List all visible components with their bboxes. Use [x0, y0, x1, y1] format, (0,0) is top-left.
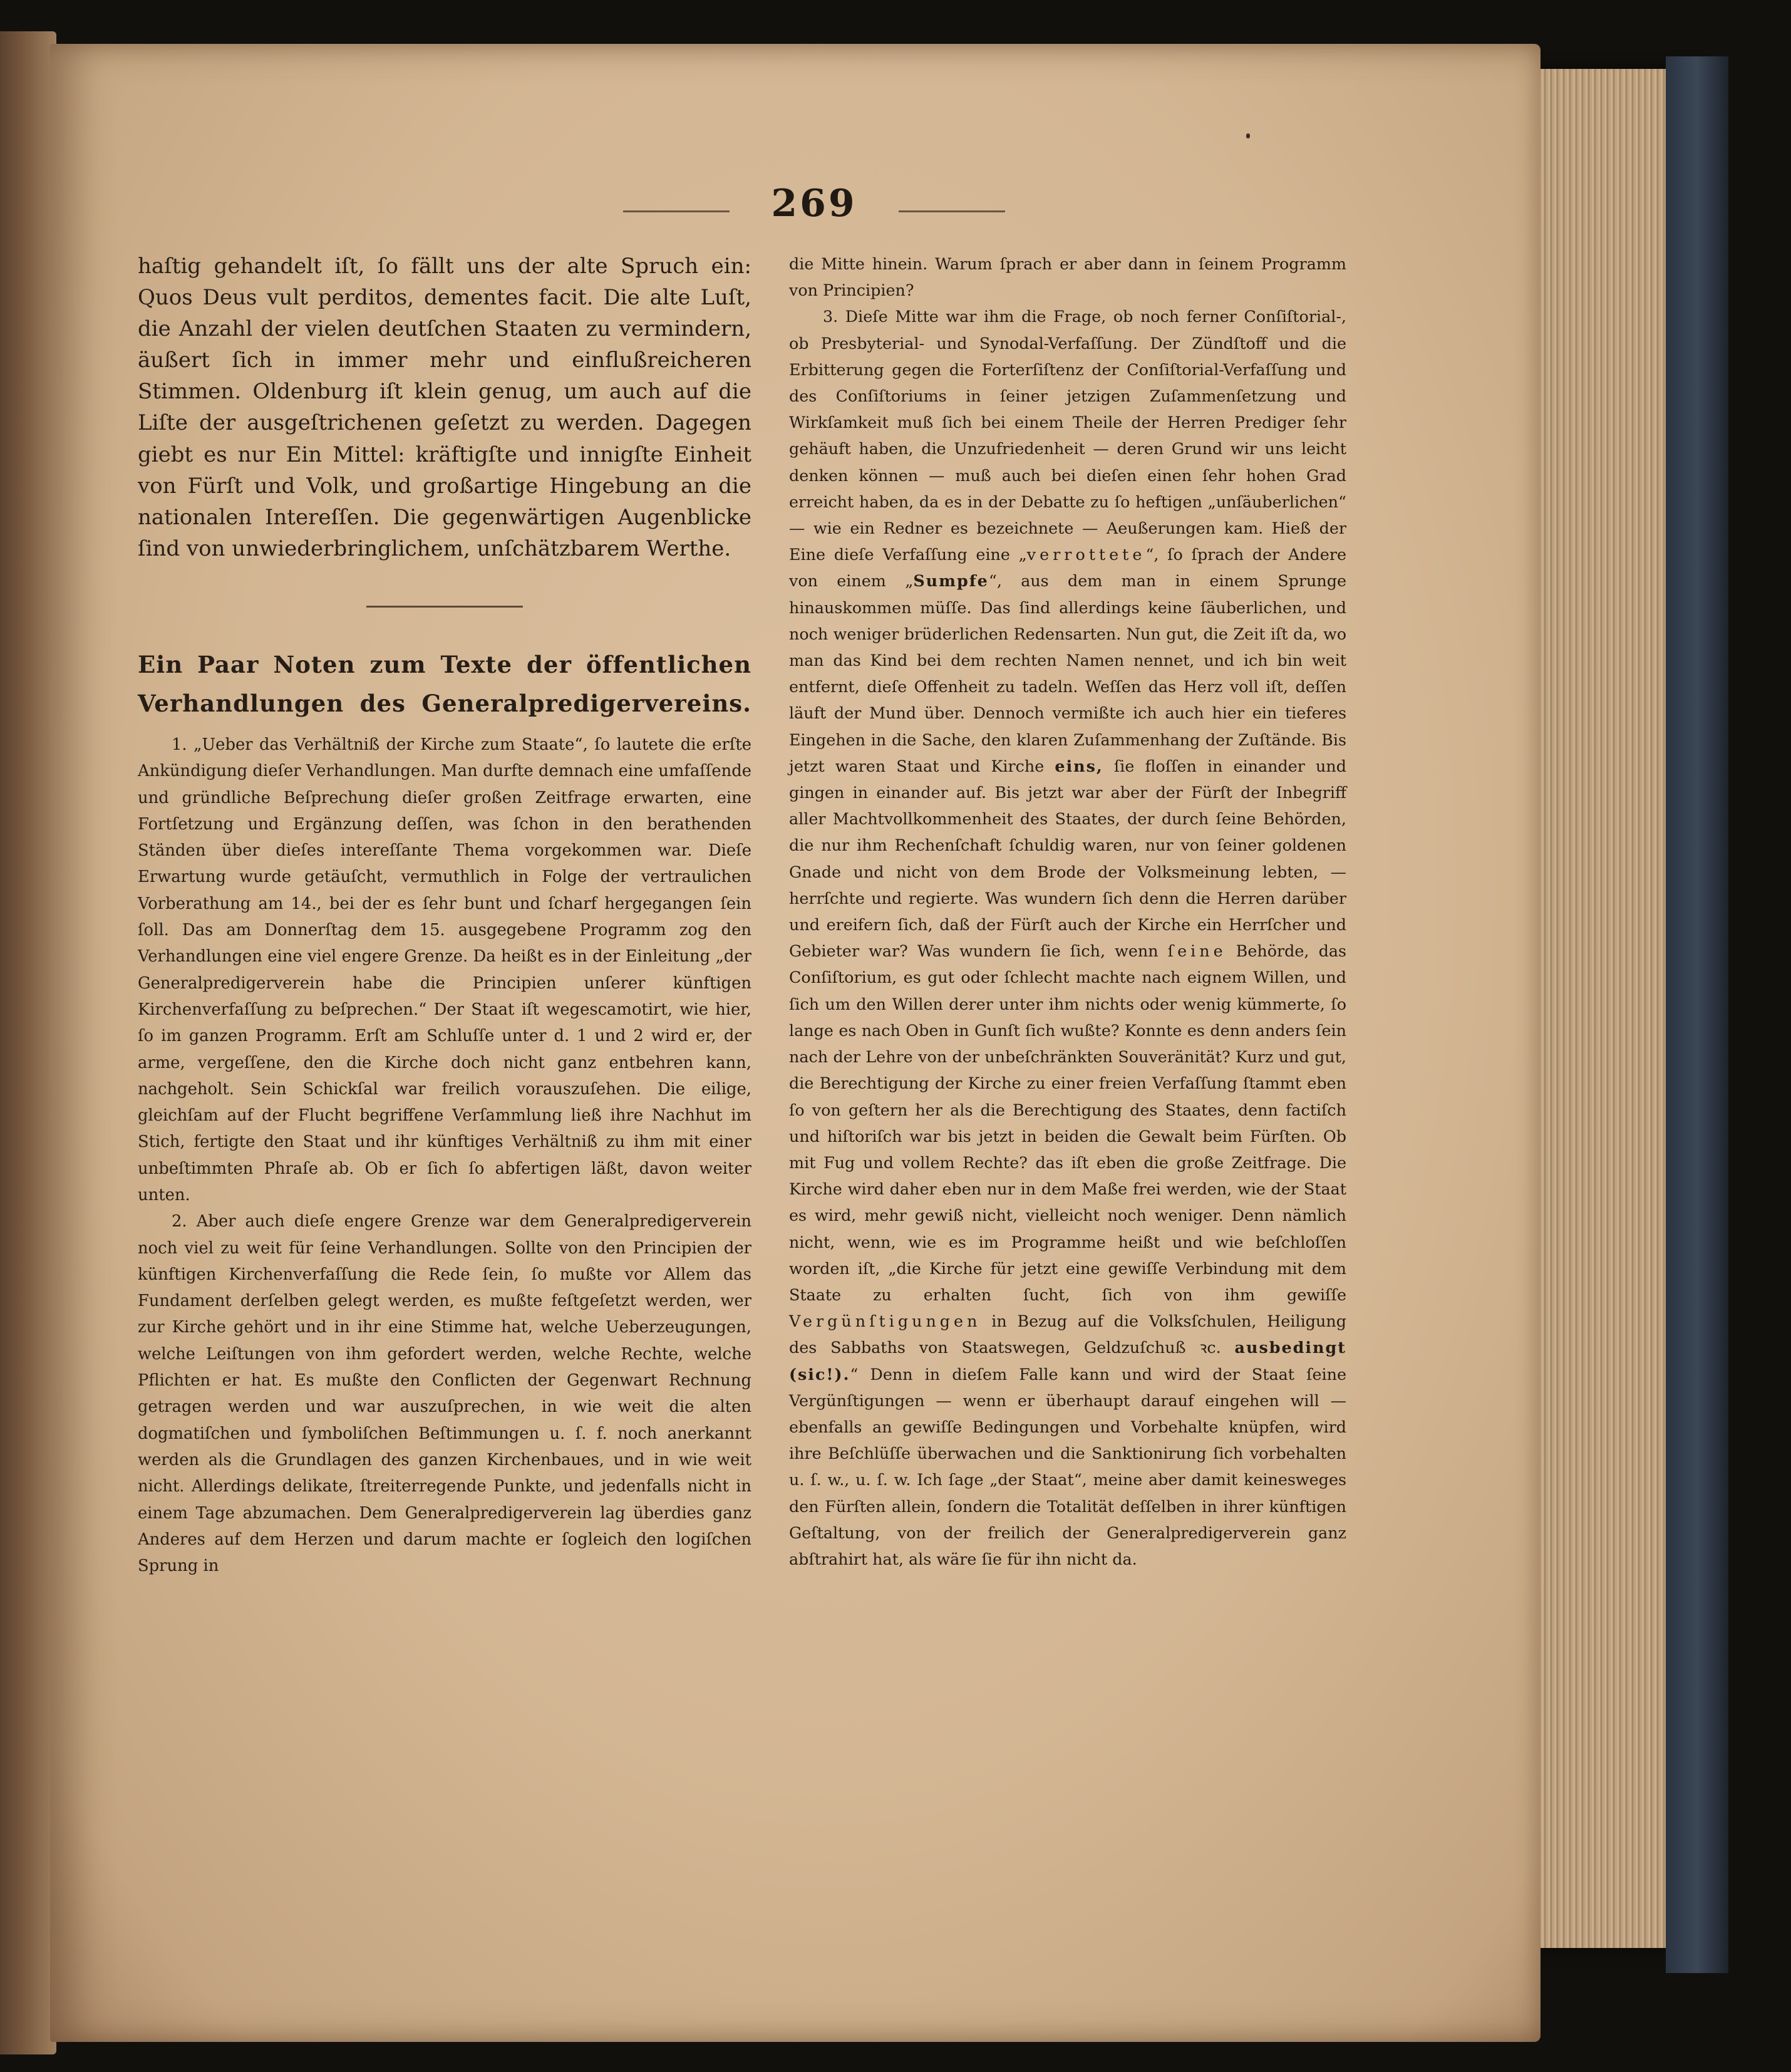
paragraph-3-part-e: Behörde, das Conſiſtorium, es gut oder ſchlecht machte nach eignem Willen, und ſich um den Willen derer unter ihm nichts oder wenig kümmerte, ſo lange es nach Oben in Gunſt ſich wußte? Konnte es denn anders ſein nach der Lehre von der unbeſchränkten Souveränität? Kurz und gut, die Berechtigung der Kirche zu einer freien Verfaſſung ſtammt eben ſo von geſtern her als die Berechtigung des Staates, denn factiſch und hiſtoriſch war bis jetzt in beiden die Gewalt beim Fürſten. Ob mit Fug und vollem Rechte? das iſt eben die große Zeitfrage. Die Kirche wird daher eben nur in dem Maße frei werden, wie der Staat es wird, mehr gewiß nicht, vielleicht noch weniger. Denn nämlich nicht, wenn, wie es im Programme heißt und wie beſchloſſen worden iſt, „die Kirche für jetzt eine gewiſſe Verbindung mit dem Staate zu erhalten ſucht, ſich von ihm gewiſſe: [789, 941, 1346, 1304]
emphasis-seine: ſeine: [1167, 941, 1227, 961]
paragraph-2: 2. Aber auch dieſe engere Grenze war dem Generalpredigerverein noch viel zu weit für ſeine Verhandlungen. Sollte von den Principien der künftigen Kirchenverfaſſung die Rede ſein, ſo mußte vor Allem das Fundament derſelben gelegt werden, es mußte feſtgeſetzt werden, wer zur Kirche gehört und in ihr eine Stimme hat, welche Ueberzeugungen, welche Leiſtungen von ihm gefordert werden, welche Rechte, welche Pflichten er hat. Es mußte den Conflicten der Gegenwart Rechnung getragen werden und war auszuſprechen, in wie weit die alten dogmatiſchen und ſymboliſchen Beſtimmungen u. ſ. f. noch anerkannt werden als die Grundlagen des ganzen Kirchenbaues, und in wie weit nicht. Allerdings delikate, ſtreiterregende Punkte, und jedenfalls nicht in einem Tage abzumachen. Dem Generalpredigerverein lag überdies ganz Anderes auf dem Herzen und darum machte er ſogleich den logiſchen Sprung in: [138, 1212, 751, 1576]
paragraph-3-part-c: “, aus dem man in einem Sprunge hinauskommen müſſe. Das ſind allerdings keine ſäuberlichen, und noch weniger brüderlichen Redensarten. Nun gut, die Zeit iſt da, wo man das Kind bei dem rechten Namen nennet, und ich bin weit entfernt, dieſe Offenheit zu tadeln. Weſſen das Herz voll iſt, deſſen läuft der Mund über. Dennoch vermißte ich auch hier ein tieferes Eingehen in die Sache, den klaren Zuſammenhang der Zuſtände. Bis jetzt waren Staat und Kirche: [789, 571, 1346, 775]
emphasis-ausbedingt: ausbedingt (sic!).: [789, 1338, 1346, 1384]
paragraph-1: 1. „Ueber das Verhältniß der Kirche zum Staate“, ſo lautete die erſte Ankündigung dieſer Verhandlungen. Man durfte demnach eine umfaſſende und gründliche Beſprechung dieſer großen Zeitfrage erwarten, eine Fortſetzung und Ergänzung deſſen, was ſchon in den berathenden Ständen über dieſes intereſſante Thema vorgekommen war. Dieſe Erwartung wurde getäuſcht, vermuthlich in Folge der vertraulichen Vorberathung am 14., bei der es ſehr bunt und ſcharf hergegangen ſein ſoll. Das am Donnerſtag dem 15. ausgegebene Programm zog den Verhandlungen eine viel engere Grenze. Da heißt es in der Einleitung „der Generalpredigerverein habe die Principien unſerer künftigen Kirchenverfaſſung zu beſprechen.“ Der Staat iſt wegescamotirt, wie hier, ſo im ganzen Programm. Erſt am Schluſſe unter d. 1 und 2 wird er, der arme, vergeſſene, den die Kirche doch nicht ganz entbehren kann, nachgeholt. Sein Schickſal war freilich vorauszuſehen. Die eilige, gleichſam auf der Flucht begriffene Verſammlung ließ ihre Nachhut im Stich, fertigte den Staat und ihr künftiges Verhältniß zu ihm mit einer unbeſtimmten Phraſe ab. Ob er ſich ſo abfertigen läßt, davon weiter unten.: [138, 735, 751, 1204]
emphasis-verrottete: verrottete: [1026, 545, 1146, 564]
article-heading: Ein Paar Noten zum Texte der öffentlichen Verhandlungen des Generalpredigervereins.: [138, 650, 751, 717]
paragraph-3-part-d: ſie floſſen in einander und gingen in einander auf. Bis jetzt war aber der Fürſt der Inbegriff aller Machtvollkommenheit des Staates, der durch ſeine Behörden, die nur ihm Rechenſchaft ſchuldig waren, nur von ſeiner goldenen Gnade und nicht von dem Brode der Volksmeinung lebten, — herrſchte und regierte. Was wundern ſich denn die Herren darüber und ereifern ſich, daß der Fürſt auch der Kirche ein Herrſcher und Gebieter war? Was wundern ſie ſich, wenn: [789, 756, 1346, 961]
ink-speck: [1246, 133, 1250, 138]
paragraph-3-part-f: in Bezug auf die Volksſchulen, Heiligung des Sabbaths von Staatswegen, Geldzuſchuß ꝛc.: [789, 1312, 1346, 1357]
intro-paragraph: haſtig gehandelt iſt, ſo fällt uns der alte Spruch ein: Quos Deus vult perditos, dementes facit. Die alte Luſt, die Anzahl der vielen deutſchen Staaten zu vermindern, äußert ſich in immer mehr und einflußreicheren Stimmen. Oldenburg iſt klein genug, um auch auf die Liſte der ausgeſtrichenen geſetzt zu werden. Dagegen giebt es nur Ein Mittel: kräftigſte und innigſte Einheit von Fürſt und Volk, und großartige Hingebung an die nationalen Intereſſen. Die gegenwärtigen Augenblicke ſind von unwiederbringlichem, unſchätzbarem Werthe.: [138, 254, 751, 561]
left-column: [138, 251, 751, 1579]
emphasis-sumpfe: Sumpfe: [913, 571, 989, 591]
right-column: [789, 251, 1346, 1572]
book-cover-edge: [1666, 56, 1728, 1973]
continuation-paragraph: die Mitte hinein. Warum ſprach er aber dann in ſeinem Programm von Principien?: [789, 254, 1346, 300]
emphasis-eins: eins,: [1055, 756, 1103, 775]
paragraph-3-part-b: “, ſo ſprach der Andere von einem „: [789, 545, 1346, 591]
paragraph-3-part-g: “ Denn in dieſem Falle kann und wird der Staat ſeine Vergünſtigungen — wenn er überhaupt darauf eingehen will — ebenfalls an gewiſſe Bedingungen und Vorbehalte knüpfen, wird ihre Beſchlüſſe überwachen und die Sanktionirung ſich vorbehalten u. ſ. w., u. ſ. w. Ich ſage „der Staat“, meine aber damit keinesweges den Fürſten allein, ſondern die Totalität deſſelben in ihrer künftigen Geſtaltung, von der freilich der Generalpredigerverein ganz abſtrahirt hat, als wäre ſie für ihn nicht da.: [789, 1364, 1346, 1568]
page-header: [623, 182, 1005, 238]
previous-page-edge: [0, 31, 56, 2054]
paragraph-3-part-a: 3. Dieſe Mitte war ihm die Frage, ob noch ferner Conſiſtorial-, ob Presbyterial- und Synodal-Verfaſſung. Der Zündſtoff und die Erbitterung gegen die Forterſiſtenz der Conſiſtorial-Verfaſſung und des Conſiſtoriums in ſeiner jetzigen Zuſammenſetzung und Wirkſamkeit muß ſich bei einem Theile der Herren Prediger ſehr gehäuft haben, die Unzufriedenheit — deren Grund wir uns leicht denken können — muß auch bei dieſen einen ſehr hohen Grad erreicht haben, da es in der Debatte zu ſo heftigen „unſäuberlichen“ — wie ein Redner es bezeichnete — Aeußerungen kam. Hieß der Eine dieſe Verfaſſung eine „: [789, 307, 1346, 564]
page-number: 269: [771, 182, 857, 225]
paragraph-3: [789, 303, 1346, 1572]
header-rule-right: [899, 210, 1005, 212]
emphasis-verguenstigungen: Vergünſtigungen: [789, 1312, 981, 1331]
section-separator: [366, 606, 523, 608]
